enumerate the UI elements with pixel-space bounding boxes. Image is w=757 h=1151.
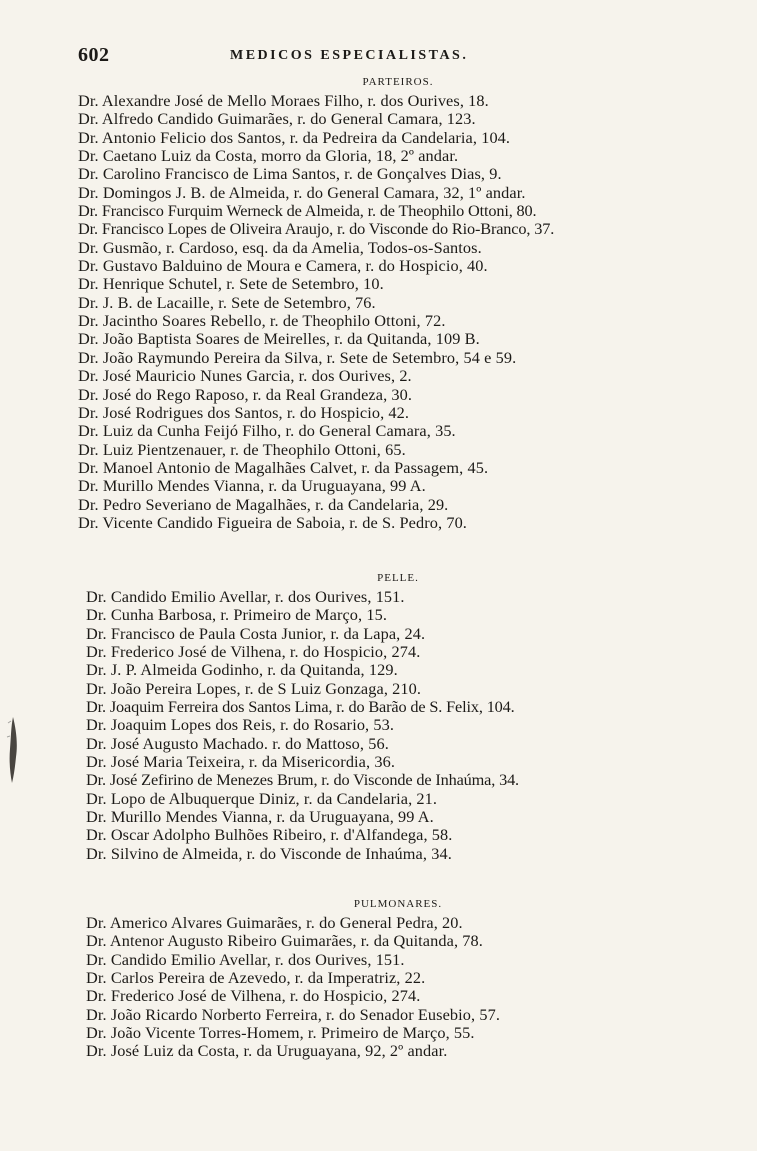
list-item: Dr. Francisco de Paula Costa Junior, r. da Lapa, 24. bbox=[86, 623, 426, 643]
list-item: Dr. Alfredo Candido Guimarães, r. do General Camara, 123. bbox=[78, 109, 476, 129]
list-item: Dr. Domingos J. B. de Almeida, r. do General Camara, 32, 1º andar. bbox=[78, 182, 526, 202]
list-item: Dr. Frederico José de Vilhena, r. do Hospicio, 274. bbox=[86, 642, 421, 662]
running-title: MEDICOS ESPECIALISTAS. bbox=[230, 48, 469, 63]
section-title: PULMONARES. bbox=[353, 898, 443, 910]
list-item: Dr. Henrique Schutel, r. Sete de Setembro, 10. bbox=[78, 274, 384, 294]
list-item: Dr. Alexandre José de Mello Moraes Filho, r. dos Ourives, 18. bbox=[78, 91, 489, 110]
list-item: Dr. Gustavo Balduino de Moura e Camera, r. do Hospicio, 40. bbox=[78, 256, 488, 276]
page-number: 602 bbox=[78, 44, 110, 66]
list-item: Dr. João Baptista Soares de Meirelles, r. da Quitanda, 109 B. bbox=[78, 329, 480, 349]
list-item: Dr. Francisco Furquim Werneck de Almeida, r. de Theophilo Ottoni, 80. bbox=[78, 201, 537, 221]
list-item: Dr. J. P. Almeida Godinho, r. da Quitanda, 129. bbox=[86, 660, 398, 680]
section-pelle bbox=[78, 570, 718, 863]
list-item: Dr. Manoel Antonio de Magalhães Calvet, r. da Passagem, 45. bbox=[78, 457, 489, 477]
list-item: Dr. J. B. de Lacaille, r. Sete de Setembro, 76. bbox=[78, 292, 376, 312]
section-pulmonares bbox=[78, 896, 718, 1061]
list-item: Dr. José Augusto Machado. r. do Mattoso, 56. bbox=[86, 733, 389, 753]
list-item: Dr. João Raymundo Pereira da Silva, r. Sete de Setembro, 54 e 59. bbox=[78, 347, 517, 367]
list-item: Dr. Joaquim Lopes dos Reis, r. do Rosario, 53. bbox=[86, 715, 395, 735]
list-item: Dr. Gusmão, r. Cardoso, esq. da da Amelia, Todos-os-Santos. bbox=[78, 237, 482, 257]
list-item: Dr. Murillo Mendes Vianna, r. da Uruguayana, 99 A. bbox=[86, 807, 434, 827]
list-item: Dr. José Mauricio Nunes Garcia, r. dos Ourives, 2. bbox=[78, 366, 412, 386]
list-item: Dr. João Vicente Torres-Homem, r. Primeiro de Março, 55. bbox=[86, 1023, 475, 1043]
list-item: Dr. Luiz da Cunha Feijó Filho, r. do General Camara, 35. bbox=[78, 421, 456, 441]
list-item: Dr. Candido Emilio Avellar, r. dos Ourives, 151. bbox=[86, 949, 405, 969]
list-item: Dr. Joaquim Ferreira dos Santos Lima, r. do Barão de S. Felix, 104. bbox=[86, 697, 515, 717]
list-item: Dr. José Zefirino de Menezes Brum, r. do Visconde de Inhaúma, 34. bbox=[86, 770, 519, 790]
list-item: Dr. Frederico José de Vilhena, r. do Hospicio, 274. bbox=[86, 986, 421, 1006]
list-item: Dr. Antenor Augusto Ribeiro Guimarães, r. da Quitanda, 78. bbox=[86, 931, 483, 951]
list-item: Dr. Lopo de Albuquerque Diniz, r. da Candelaria, 21. bbox=[86, 788, 438, 808]
ink-smudge-mark bbox=[6, 715, 20, 785]
list-item: Dr. Francisco Lopes de Oliveira Araujo, r. do Visconde do Rio-Branco, 37. bbox=[78, 219, 555, 239]
list-item: Dr. Cunha Barbosa, r. Primeiro de Março, 15. bbox=[86, 605, 388, 625]
section-parteiros bbox=[78, 74, 718, 532]
list-item: Dr. Murillo Mendes Vianna, r. da Uruguayana, 99 A. bbox=[78, 476, 426, 496]
list-item: Dr. Carlos Pereira de Azevedo, r. da Imperatriz, 22. bbox=[86, 968, 426, 988]
list-item: Dr. Vicente Candido Figueira de Saboia, r. de S. Pedro, 70. bbox=[78, 512, 467, 532]
section-title: PELLE. bbox=[377, 572, 419, 584]
list-item: Dr. Jacintho Soares Rebello, r. de Theophilo Ottoni, 72. bbox=[78, 311, 446, 331]
list-item: Dr. José Luiz da Costa, r. da Uruguayana, 92, 2º andar. bbox=[86, 1041, 448, 1061]
list-item: Dr. José Rodrigues dos Santos, r. do Hospicio, 42. bbox=[78, 402, 410, 422]
list-item: Dr. Caetano Luiz da Costa, morro da Gloria, 18, 2º andar. bbox=[78, 146, 459, 166]
page-header bbox=[78, 44, 708, 70]
list-item: Dr. José do Rego Raposo, r. da Real Grandeza, 30. bbox=[78, 384, 413, 404]
list-item: Dr. Americo Alvares Guimarães, r. do General Pedra, 20. bbox=[86, 913, 463, 932]
list-item: Dr. Antonio Felicio dos Santos, r. da Pedreira da Candelaria, 104. bbox=[78, 127, 511, 147]
list-item: Dr. João Ricardo Norberto Ferreira, r. do Senador Eusebio, 57. bbox=[86, 1004, 501, 1024]
list-item: Dr. Luiz Pientzenauer, r. de Theophilo Ottoni, 65. bbox=[78, 439, 406, 459]
list-item: Dr. Silvino de Almeida, r. do Visconde de Inhaúma, 34. bbox=[86, 843, 452, 863]
list-item: Dr. Pedro Severiano de Magalhães, r. da Candelaria, 29. bbox=[78, 494, 449, 514]
list-item: Dr. José Maria Teixeira, r. da Misericordia, 36. bbox=[86, 752, 395, 772]
list-item: Dr. Carolino Francisco de Lima Santos, r. de Gonçalves Dias, 9. bbox=[78, 164, 502, 184]
section-title: PARTEIROS. bbox=[362, 76, 434, 88]
list-item: Dr. Oscar Adolpho Bulhões Ribeiro, r. d'Alfandega, 58. bbox=[86, 825, 453, 845]
list-item: Dr. João Pereira Lopes, r. de S Luiz Gonzaga, 210. bbox=[86, 678, 422, 698]
list-item: Dr. Candido Emilio Avellar, r. dos Ourives, 151. bbox=[86, 587, 405, 606]
